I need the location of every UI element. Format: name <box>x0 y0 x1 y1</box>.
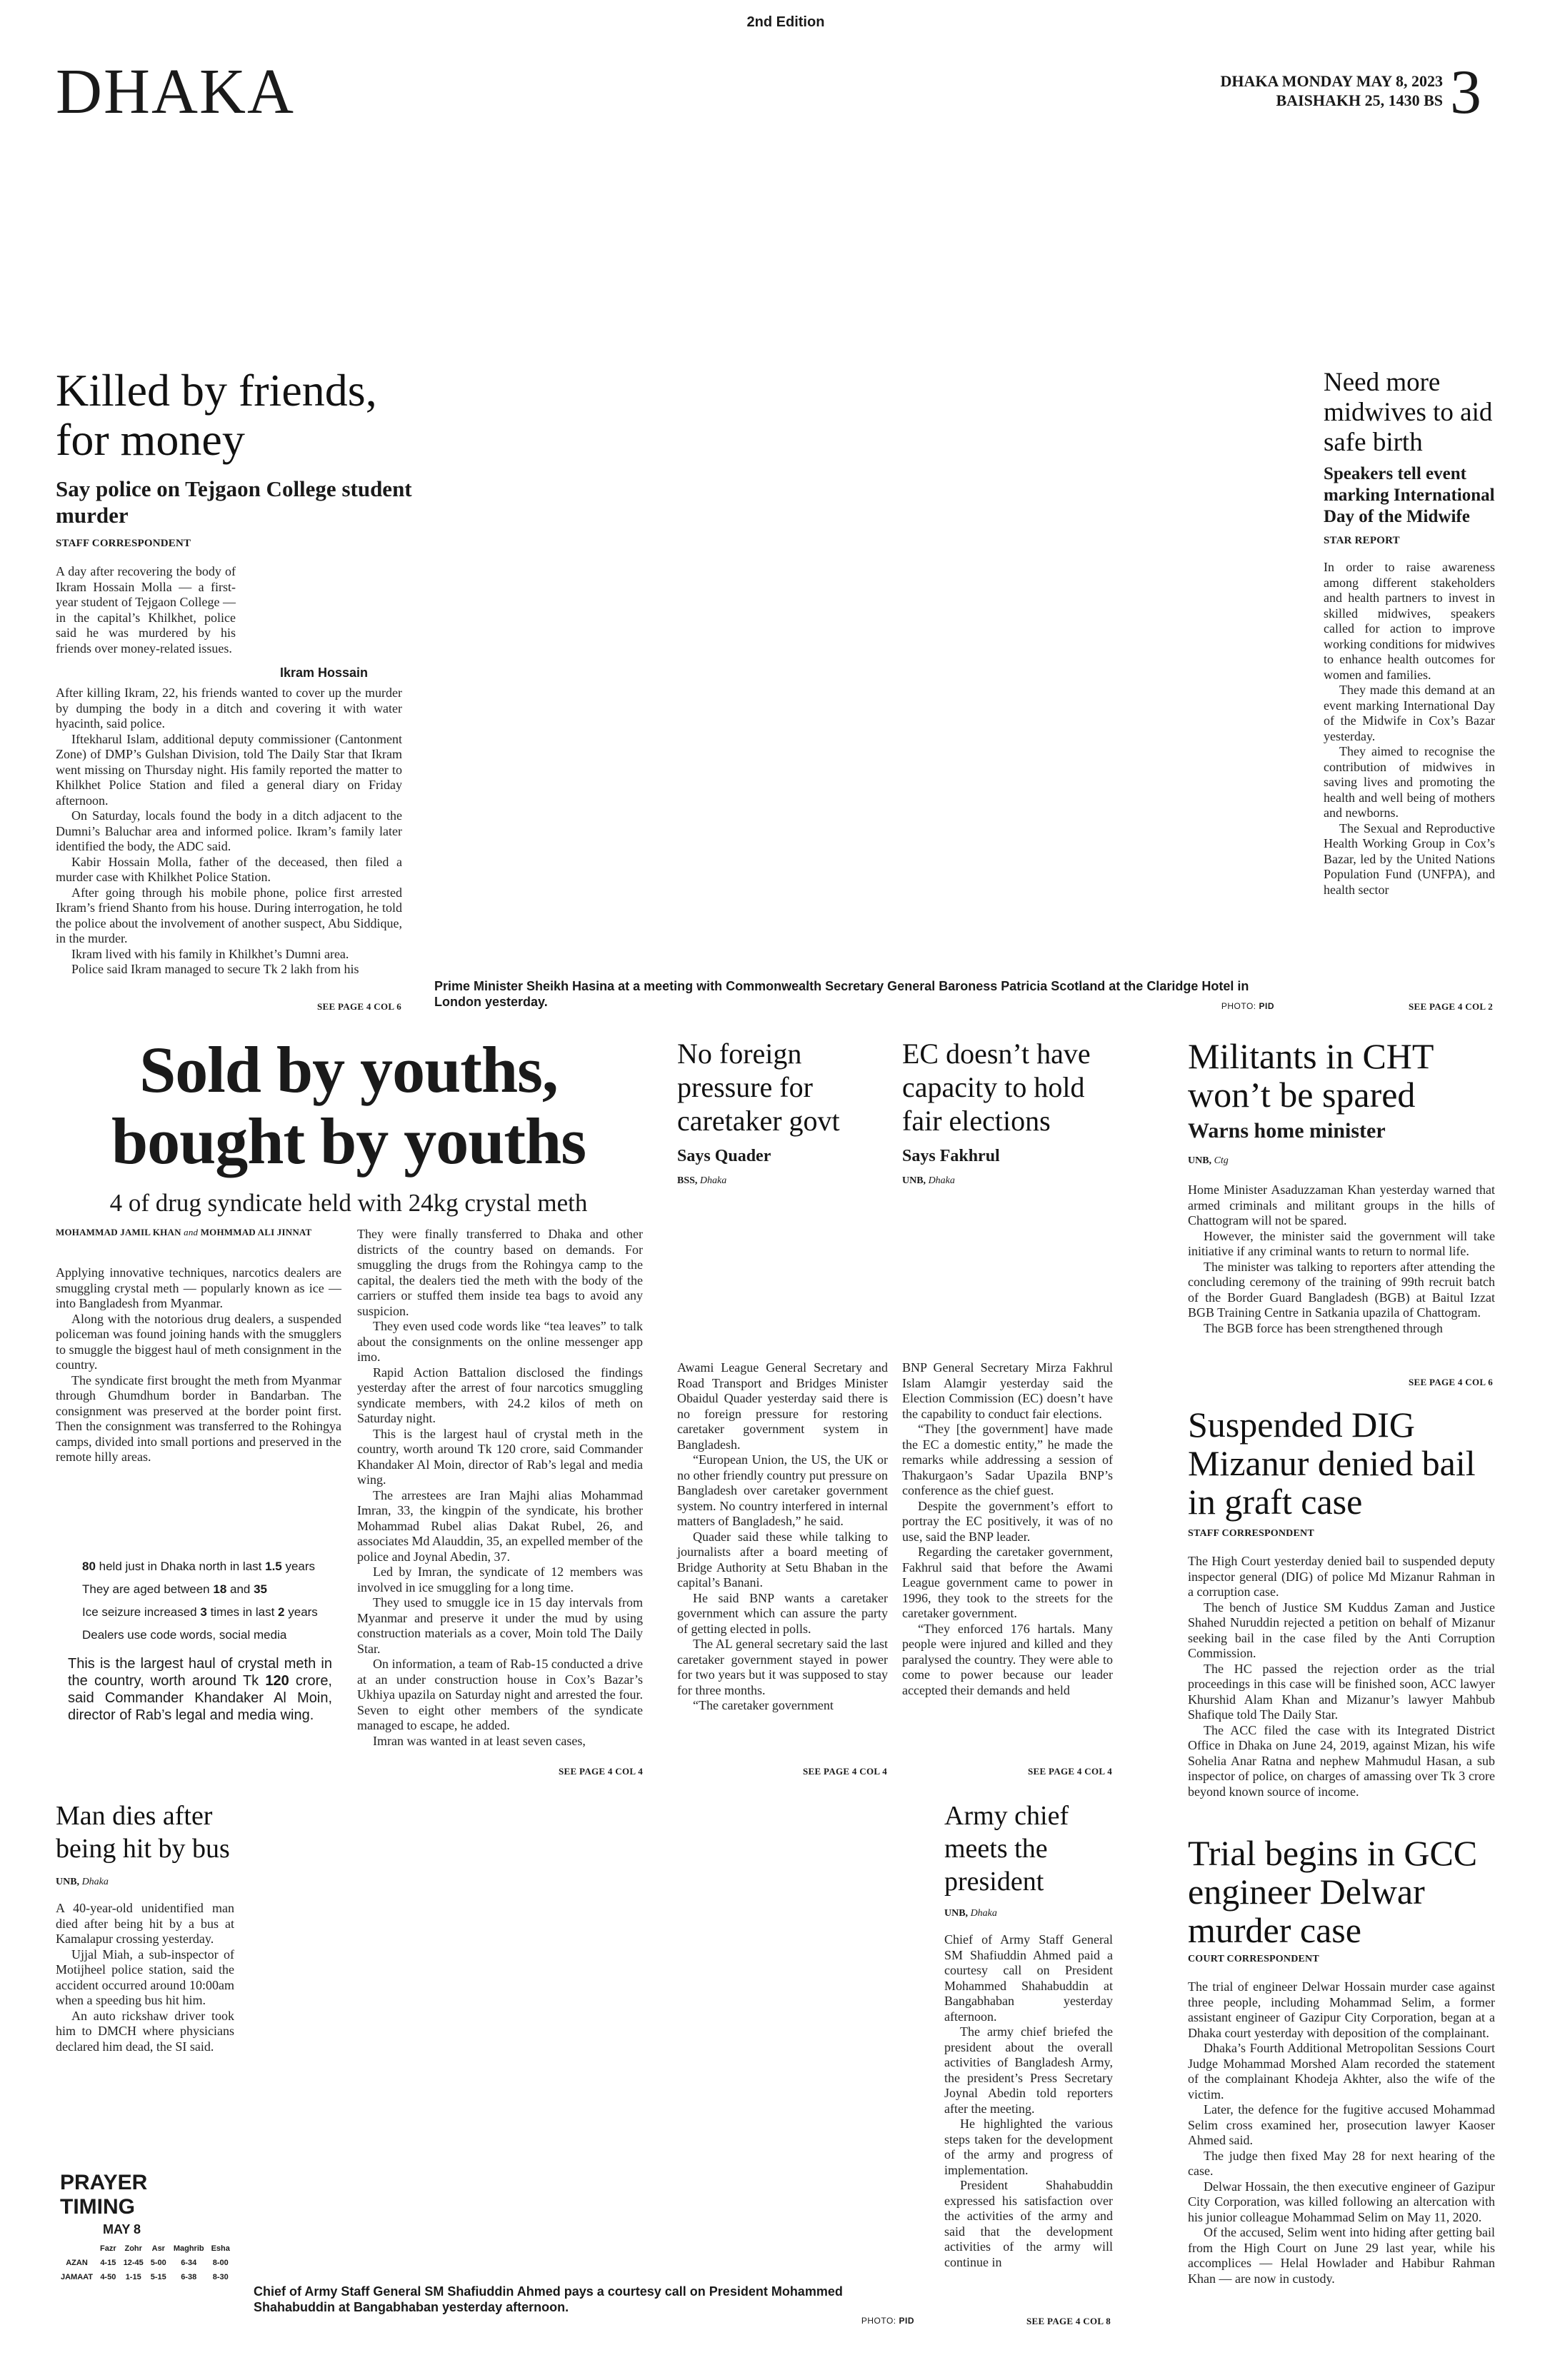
dig-story <box>1188 1405 1495 1799</box>
trial-para: Later, the defence for the fugitive accused Mohammad Selim cross examined her, prosecution lawyer Kaoser Ahmed said. <box>1188 2102 1495 2147</box>
fakhrul-photo <box>902 1189 1116 1357</box>
sold-para: This is the largest haul of crystal meth in the country, worth around Tk 120 crore, said Commander Khandaker Al Moin, director of Rab’s legal and media wing. <box>357 1426 643 1487</box>
trial-para: The trial of engineer Delwar Hossain murder case against three people, including Mohammad Selim, a former assistant engineer of Gazipur City Corporation, began at a Dhaka court yesterday with deposition of the complainant. <box>1188 1979 1495 2040</box>
midwives-story <box>1324 368 1495 898</box>
credit-label: PHOTO: <box>861 2316 896 2326</box>
credit-label: PHOTO: <box>1221 1001 1256 1011</box>
foreign-deck: Says Quader <box>677 1147 771 1165</box>
sold-para: The syndicate first brought the meth from Myanmar through Ghumdhum border in Bandarban. The consignment was preserved at the border point first. Then the consignment was transferred to the Rohingya camps, divided into small portions and preserved in the remote hilly areas. <box>56 1372 341 1464</box>
killed-headline-line2: for money <box>56 414 245 466</box>
sold-para: Imran was wanted in at least seven cases, <box>373 1733 586 1748</box>
dig-headline: Suspended DIG Mizanur denied bail in graft case <box>1188 1405 1476 1522</box>
dig-byline: STAFF CORRESPONDENT <box>1188 1528 1314 1539</box>
sold-fact: Dealers use code words, social media <box>82 1628 287 1642</box>
trial-byline: COURT CORRESPONDENT <box>1188 1954 1319 1964</box>
trial-para: Dhaka’s Fourth Additional Metropolitan Sessions Court Judge Mohammad Morshed Alam recorded the statement of the complainant Khodeja Akhter, also the wife of the victim. <box>1188 2041 1495 2102</box>
sold-byline-name2: MOHMMAD ALI JINNAT <box>200 1227 312 1237</box>
dig-body <box>1188 1554 1495 1799</box>
killed-para: After going through his mobile phone, police first arrested Ikram’s friend Shanto from his house. During interrogation, he told the police about the involvement of another suspect, Abu Siddique, in the murder. <box>56 885 402 945</box>
killed-byline: STAFF CORRESPONDENT <box>56 537 191 549</box>
cht-body <box>1188 1183 1495 1336</box>
sold-col2 <box>357 1227 643 1749</box>
quader-photo <box>677 1189 891 1357</box>
foreign-para: Awami League General Secretary and Road Transport and Bridges Minister Obaidul Quader yesterday said there is no foreign pressure for restoring caretaker government system in Bangladesh. <box>677 1360 888 1452</box>
dateline-bangla: BAISHAKH 25, 1430 BS <box>1276 91 1443 109</box>
bus-byline: UNB, Dhaka <box>56 1877 109 1887</box>
bus-headline: Man dies after being hit by bus <box>56 1801 230 1864</box>
sold-para: They were finally transferred to Dhaka and other districts of the country based on demands. For smuggling the drugs from the Rohingya camp to the capital, the dealers tied the meth with the body of the carriers or stuffed them inside tea bags to avoid any suspicion. <box>357 1227 643 1318</box>
sold-byline-name1: MOHAMMAD JAMIL KHAN <box>56 1227 181 1237</box>
army-photo-caption: Chief of Army Staff General SM Shafiuddin Ahmed pays a courtesy call on President Mohammed Shahabuddin at Bangabhaban yesterday afternoon. <box>254 2284 843 2314</box>
killed-story <box>56 366 427 550</box>
sold-para: Applying innovative techniques, narcotics dealers are smuggling crystal meth — popularly known as ice — into Bangladesh from Myanmar. <box>56 1265 341 1310</box>
killed-para: Ikram lived with his family in Khilkhet’s Dumni area. <box>71 946 349 961</box>
foreign-headline: No foreign pressure for caretaker govt <box>677 1038 840 1137</box>
cht-jump[interactable]: SEE PAGE 4 COL 6 <box>1409 1377 1493 1387</box>
ec-deck: Says Fakhrul <box>902 1147 1000 1165</box>
bus-para: A 40-year-old unidentified man died after being hit by a bus at Kamalapur crossing yesterday. <box>56 1901 234 1946</box>
sold-headline <box>56 1034 641 1177</box>
trial-para: Delwar Hossain, the then executive engineer of Gazipur City Corporation, was killed following an altercation with his junior colleague Mohammad Selim on May 11, 2020. <box>1188 2179 1495 2224</box>
sold-fact: 80 held just in Dhaka north in last 1.5 years <box>82 1560 316 1573</box>
ec-headline: EC doesn’t have capacity to hold fair elections <box>902 1038 1091 1137</box>
midwives-body <box>1324 560 1495 898</box>
army-byline: UNB, Dhaka <box>944 1908 997 1919</box>
cht-para: However, the minister said the government will take initiative if any criminal wants to return to normal life. <box>1188 1228 1495 1258</box>
prayer-title-line2: TIMING <box>60 2195 135 2219</box>
dig-para: The ACC filed the case with its Integrated District Office in Dhaka on June 24, 2019, against Mizan, his wife Sohelia Anar Ratna and nephew Mahmudul Hasan, a sub inspector of police, on charges of amassing over Tk 3 crore beyond known source of income. <box>1188 1722 1495 1799</box>
dig-para: The HC passed the rejection order as the trial proceedings in this case will be finished soon, ACC lawyer Khurshid Alam Khan and Mizanur’s lawyer Mahbub Shafique told The Daily Star. <box>1188 1661 1495 1722</box>
midwives-para: They made this demand at an event marking International Day of the Midwife in Cox’s Bazar yesterday. <box>1324 683 1495 743</box>
army-headline: Army chief meets the president <box>944 1801 1069 1897</box>
pm-photo-caption: Prime Minister Sheikh Hasina at a meeting with Commonwealth Secretary General Baroness Patricia Scotland at the Claridge Hotel in London yesterday. <box>434 979 1249 1009</box>
page-number: 3 <box>1450 58 1481 127</box>
ec-byline: UNB, Dhaka <box>902 1175 955 1186</box>
cht-para: The BGB force has been strengthened through <box>1204 1320 1443 1335</box>
sold-para: Along with the notorious drug dealers, a suspended policeman was found joining hands with the smugglers to smuggle the biggest haul of meth consignment in the country. <box>56 1311 341 1372</box>
bus-body <box>56 1901 234 2054</box>
cht-deck: Warns home minister <box>1188 1119 1386 1143</box>
cht-byline: UNB, Ctg <box>1188 1155 1229 1166</box>
sold-para: On information, a team of Rab-15 conducted a drive at an under construction house in Cox’s Bazar’s Ukhiya upazila on Saturday night and arrested the four. Seven to eight other members of the syndicate managed to escape, he added. <box>357 1657 643 1732</box>
sold-pull-quote <box>68 1655 332 1724</box>
pm-photo-credit <box>1189 1001 1274 1011</box>
sold-factbox <box>82 1555 339 1647</box>
army-story <box>944 1799 1113 2270</box>
midwives-deck: Speakers tell event marking International Day of the Midwife <box>1324 464 1495 526</box>
credit-source: PID <box>899 2316 914 2326</box>
killed-headline <box>56 366 427 464</box>
army-photo-credit <box>814 2316 914 2326</box>
midwives-jump[interactable]: SEE PAGE 4 COL 2 <box>1409 1001 1493 1012</box>
prayer-timing-box <box>57 2171 236 2284</box>
credit-source: PID <box>1259 1001 1274 1011</box>
midwives-byline: STAR REPORT <box>1324 535 1400 546</box>
ec-para: “They [the government] have made the EC a domestic entity,” he made the remarks while addressing a session of Thakurgaon’s Sadar Upazila BNP’s conference as the chief guest. <box>902 1422 1113 1497</box>
killed-headline-line1: Killed by friends, <box>56 365 377 416</box>
midwives-para: In order to raise awareness among different stakeholders and health partners to invest in skilled midwives, speakers called for action to improve working conditions for midwives to enhance health outcomes for women and families. <box>1324 560 1495 682</box>
army-para: The army chief briefed the president about the overall activities of Bangladesh Army, the president’s Press Secretary Joynal Abedin told reporters after the meeting. <box>944 2024 1113 2116</box>
killed-para: Kabir Hossain Molla, father of the deceased, then filed a murder case with Khilkhet Police Station. <box>56 854 402 884</box>
midwives-para: The Sexual and Reproductive Health Working Group in Cox’s Bazar, led by the United Nations Population Fund (UNFPA), and health sector <box>1324 820 1495 897</box>
army-para: He highlighted the various steps taken for the development of the army and progress of implementation. <box>944 2117 1113 2177</box>
killed-para: After killing Ikram, 22, his friends wanted to cover up the murder by dumping the body in a ditch and covering it with water hyacinth, said police. <box>56 686 402 730</box>
ec-body <box>902 1360 1113 1698</box>
ec-jump[interactable]: SEE PAGE 4 COL 4 <box>1028 1766 1112 1777</box>
prayer-jamaat-row: JAMAAT 4-50 1-15 5-15 6-38 8-30 <box>61 2273 229 2281</box>
killed-lead: A day after recovering the body of Ikram Hossain Molla — a first-year student of Tejgaon College — in the capital’s Khilkhet, police said he was murdered by his friends over money-related issues. <box>56 564 236 656</box>
sold-para: They even used code words like “tea leaves” to talk about the consignments on the online messenger app imo. <box>357 1319 643 1364</box>
ikram-photo <box>243 557 404 693</box>
ikram-photo-label: Ikram Hossain <box>280 666 369 680</box>
cht-para: The minister was talking to reporters after attending the concluding ceremony of the training of 99th recruit batch of the Border Guard Bangladesh (BGB) at Baitul Izzat BGB Training Centre in Satkania upazila of Chattogram. <box>1188 1259 1495 1320</box>
pull-text: This is the largest haul of crystal meth in the country, worth around Tk <box>68 1656 332 1689</box>
killed-para: Iftekharul Islam, additional deputy commissioner (Cantonment Zone) of DMP’s Gulshan Division, told The Daily Star that Ikram went missing on Thursday night. His family reported the matter to Khilkhet Police Station and filed a general diary on Friday afternoon. <box>56 731 402 808</box>
prayer-table <box>57 2241 234 2284</box>
army-para: President Shahabuddin expressed his satisfaction over the activities of the army and said that the development activities of the army will continue in <box>944 2178 1113 2269</box>
foreign-para: Quader said these while talking to journalists after a board meeting of Bridge Authority at Setu Bhaban in the capital’s Banani. <box>677 1529 888 1590</box>
sold-headline-line2: bought by youths <box>111 1105 586 1178</box>
dateline-english: DHAKA MONDAY MAY 8, 2023 <box>1220 72 1443 90</box>
foreign-byline: BSS, Dhaka <box>677 1175 727 1186</box>
bus-story <box>56 1799 234 2054</box>
prayer-header-row: Fazr Zohr Asr Maghrib Esha <box>100 2244 230 2253</box>
meth-graphic <box>56 1496 341 1553</box>
dig-para: The High Court yesterday denied bail to suspended deputy inspector general (DIG) of police Md Mizanur Rahman in a corruption case. <box>1188 1554 1495 1599</box>
section-masthead: DHAKA <box>56 56 295 127</box>
sold-fact: Ice seizure increased 3 times in last 2 years <box>82 1605 318 1619</box>
killed-para: On Saturday, locals found the body in a ditch adjacent to the Dumni’s Baluchar area and informed police. Ikram’s family later identified the body, the ADC said. <box>56 808 402 853</box>
killed-jump[interactable]: SEE PAGE 4 COL 6 <box>317 1001 401 1012</box>
cht-para: Home Minister Asaduzzaman Khan yesterday warned that armed criminals and militant groups in the hills of Chattogram will not be spared. <box>1188 1183 1495 1227</box>
ec-story <box>902 1037 1116 1187</box>
foreign-para: “European Union, the US, the UK or no other friendly country put pressure on Bangladesh over caretaker government system. No country interfered in internal matters of Bangladesh,” he said. <box>677 1452 888 1528</box>
army-body <box>944 1932 1113 2270</box>
trial-story <box>1188 1834 1495 2286</box>
prayer-title-line1: PRAYER <box>60 2171 148 2194</box>
prayer-date: MAY 8 <box>103 2222 141 2236</box>
trial-headline: Trial begins in GCC engineer Delwar murder case <box>1188 1833 1478 1950</box>
foreign-para: He said BNP wants a caretaker government which can assure the party of getting elected in polls. <box>677 1590 888 1636</box>
killed-body <box>56 686 402 978</box>
trial-para: The judge then fixed May 28 for next hearing of the case. <box>1188 2148 1495 2178</box>
foreign-jump[interactable]: SEE PAGE 4 COL 4 <box>803 1766 887 1777</box>
sold-fact: They are aged between 18 and 35 <box>82 1582 268 1596</box>
bus-para: Ujjal Miah, a sub-inspector of Motijheel police station, said the accident occurred around 10:00am when a speeding bus hit him. <box>56 1947 234 2007</box>
midwives-para: They aimed to recognise the contribution of midwives in saving lives and promoting the health and well being of mothers and newborns. <box>1324 744 1495 820</box>
cht-story <box>1188 1037 1495 1336</box>
ec-para: “They enforced 176 hartals. Many people were injured and killed and they paralysed the country. They were able to come to power because our leader accepted their demands and held <box>902 1621 1113 1697</box>
foreign-para: The AL general secretary said the last caretaker government stayed in power for two years but it was supposed to stay for three months. <box>677 1637 888 1697</box>
sold-para: The arrestees are Iran Majhi alias Mohammad Imran, 33, the kingpin of the syndicate, his brother Mohammad Rubel alias Dakat Rubel, 26, and associates Md Alauddin, 35, an expelled member of the police and Joynal Abedin, 37. <box>357 1487 643 1564</box>
sold-byline-and: and <box>184 1227 199 1237</box>
sold-byline <box>56 1227 341 1238</box>
cht-headline: Militants in CHT won’t be spared <box>1188 1036 1434 1115</box>
sold-headline-line1: Sold by youths, <box>139 1033 558 1106</box>
trial-body <box>1188 1979 1495 2286</box>
foreign-body <box>677 1360 888 1714</box>
sold-para: They used to smuggle ice in 15 day intervals from Myanmar and preserve it under the mud by using construction materials as a cover, Moin told The Daily Star. <box>357 1595 643 1656</box>
prayer-azan-row: AZAN 4-15 12-45 5-00 6-34 8-00 <box>66 2259 229 2267</box>
ec-para: BNP General Secretary Mirza Fakhrul Islam Alamgir yesterday said the Election Commission (EC) doesn’t have the capability to conduct fair elections. <box>902 1360 1113 1421</box>
ec-para: Despite the government’s effort to portray the EC positively, it was of no use, said the BNP leader. <box>902 1498 1113 1544</box>
sold-jump[interactable]: SEE PAGE 4 COL 4 <box>559 1766 643 1777</box>
pm-meeting-photo <box>434 357 1276 971</box>
edition-label: 2nd Edition <box>746 14 825 30</box>
pull-text: crore, said Commander Khandaker Al Moin, director of Rab’s legal and media wing. <box>68 1673 332 1723</box>
sold-deck: 4 of drug syndicate held with 24kg crystal meth <box>109 1189 588 1217</box>
killed-deck: Say police on Tejgaon College student murder <box>56 476 412 528</box>
dig-para: The bench of Justice SM Kuddus Zaman and Justice Shahed Nuruddin rejected a petition on behalf of Mizanur seeking bail in the case filed by the Anti Corruption Commission. <box>1188 1600 1495 1660</box>
sold-para: Rapid Action Battalion disclosed the findings yesterday after the arrest of four narcotics smuggling syndicate members, with 24.2 kilos of meth on Saturday night. <box>357 1365 643 1425</box>
trial-para: Of the accused, Selim went into hiding after getting bail from the High Court on June 29 last year, while his accomplices — Helal Howlader and Habibur Rahman Khan — are now in custody. <box>1188 2225 1495 2286</box>
prayer-title <box>60 2171 236 2219</box>
ec-para: Regarding the caretaker government, Fakhrul said that before the Awami League government came to power in 1996, they took to the streets for the caretaker government. <box>902 1545 1113 1620</box>
pull-number: 120 <box>265 1673 289 1689</box>
foreign-story <box>677 1037 891 1187</box>
army-jump[interactable]: SEE PAGE 4 COL 8 <box>1026 2316 1111 2326</box>
sold-col1 <box>56 1265 341 1465</box>
dateline <box>1157 71 1443 110</box>
army-chief-photo <box>254 1792 896 2278</box>
army-para: Chief of Army Staff General SM Shafiuddin Ahmed paid a courtesy call on President Mohammed Shahabuddin at Bangabhaban yesterday afternoon. <box>944 1932 1113 2024</box>
bus-para: An auto rickshaw driver took him to DMCH where physicians declared him dead, the SI said. <box>56 2008 234 2054</box>
foreign-para: “The caretaker government <box>693 1698 834 1712</box>
killed-para: Police said Ikram managed to secure Tk 2 lakh from his <box>71 962 359 976</box>
midwives-headline: Need more midwives to aid safe birth <box>1324 368 1493 457</box>
sold-para: Led by Imran, the syndicate of 12 members was involved in ice smuggling for a long time. <box>357 1565 643 1595</box>
